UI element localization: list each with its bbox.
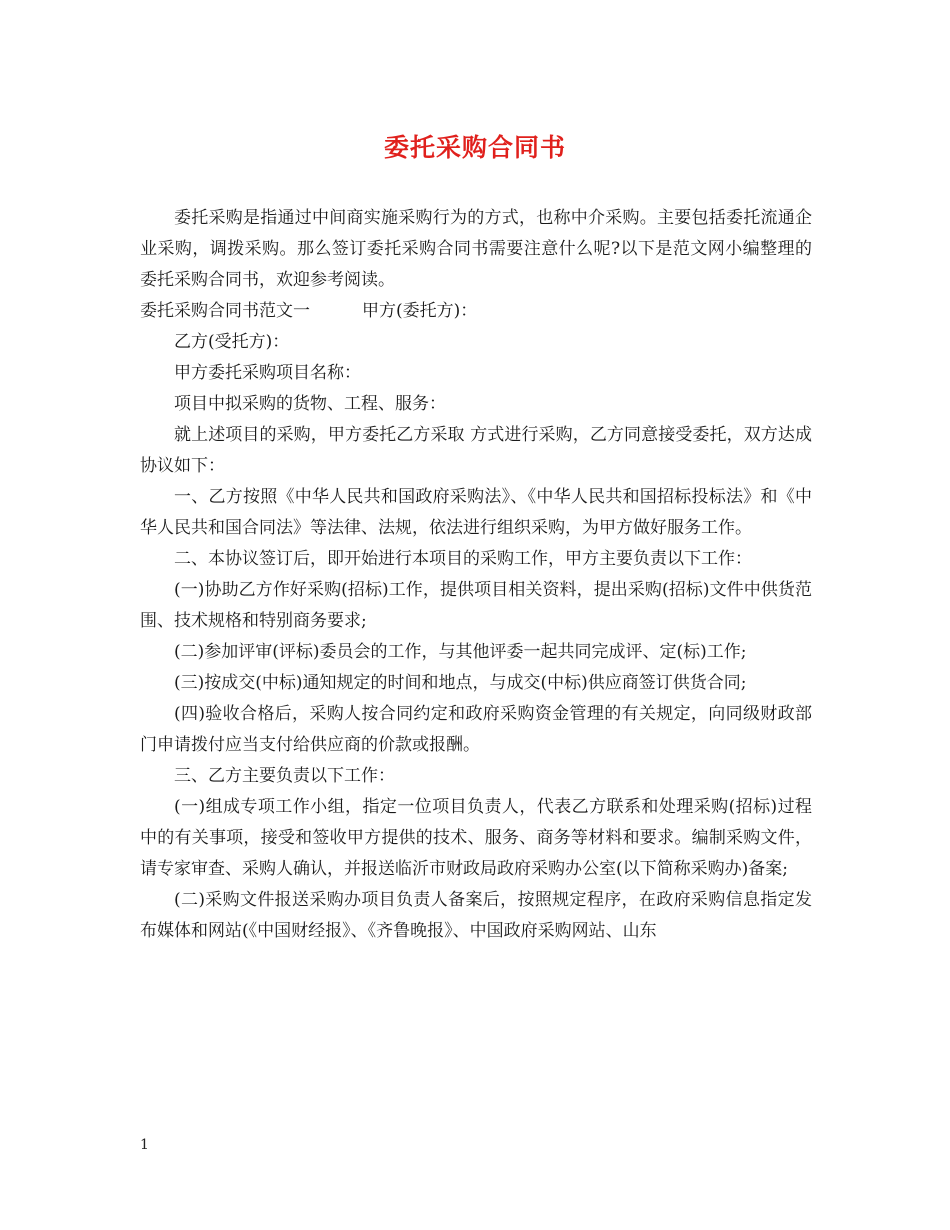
party-a-label: 甲方(委托方)： <box>362 301 478 321</box>
page-number: 1 <box>140 1137 149 1153</box>
document-body <box>140 203 812 947</box>
sample-title: 委托采购合同书范文一 <box>140 301 310 321</box>
clause-three-item-2: (二)采购文件报送采购办项目负责人备案后，按照规定程序，在政府采购信息指定发布媒体和网站(《中国财经报》、《齐鲁晚报》、中国政府采购网站、山东 <box>140 890 812 941</box>
clause-two-item-3: (三)按成交(中标)通知规定的时间和地点，与成交(中标)供应商签订供货合同; <box>174 673 747 693</box>
project-name-label: 甲方委托采购项目名称： <box>174 363 361 383</box>
document-title: 委托采购合同书 <box>383 133 566 162</box>
clause-two: 二、本协议签订后，即开始进行本项目的采购工作，甲方主要负责以下工作： <box>174 549 752 569</box>
clause-two-item-4: (四)验收合格后，采购人按合同约定和政府采购资金管理的有关规定，向同级财政部门申请拨付应当支付给供应商的价款或报酬。 <box>140 704 812 755</box>
agreement-intro: 就上述项目的采购，甲方委托乙方采取 方式进行采购，乙方同意接受委托，双方达成协议如下： <box>140 425 812 476</box>
clause-two-item-2: (二)参加评审(评标)委员会的工作，与其他评委一起共同完成评、定(标)工作; <box>174 642 747 662</box>
clause-one: 一、乙方按照《中华人民共和国政府采购法》、《中华人民共和国招标投标法》和《中华人民共和国合同法》等法律、法规，依法进行组织采购，为甲方做好服务工作。 <box>140 487 812 538</box>
clause-three: 三、乙方主要负责以下工作： <box>174 766 395 786</box>
intro-paragraph: 委托采购是指通过中间商实施采购行为的方式，也称中介采购。主要包括委托流通企业采购，调拨采购。那么签订委托采购合同书需要注意什么呢?以下是范文网小编整理的委托采购合同书，欢迎参考阅读。 <box>140 208 812 290</box>
procurement-items-label: 项目中拟采购的货物、工程、服务： <box>174 394 446 414</box>
party-b-label: 乙方(受托方)： <box>174 332 290 352</box>
clause-three-item-1: (一)组成专项工作小组，指定一位项目负责人，代表乙方联系和处理采购(招标)过程中的有关事项，接受和签收甲方提供的技术、服务、商务等材料和要求。编制采购文件，请专家审查、采购人确认，并报送临沂市财政局政府采购办公室(以下简称采购办)备案; <box>140 797 812 879</box>
clause-two-item-1: (一)协助乙方作好采购(招标)工作，提供项目相关资料，提出采购(招标)文件中供货范围、技术规格和特别商务要求; <box>140 580 812 631</box>
sample-header-line <box>140 296 812 327</box>
